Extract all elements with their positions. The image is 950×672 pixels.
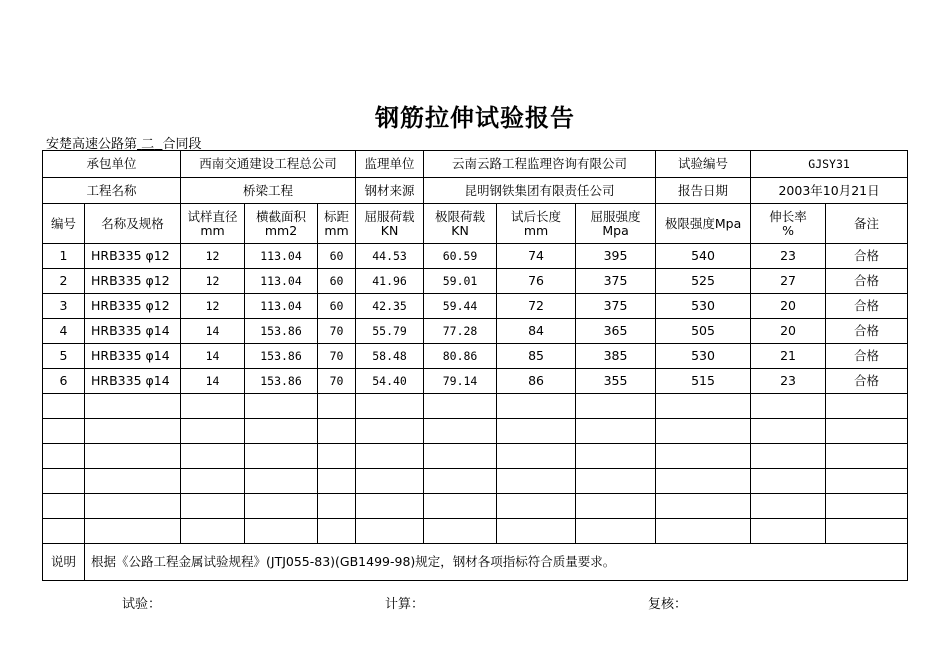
empty-cell: [497, 394, 576, 419]
empty-cell: [656, 444, 751, 469]
empty-row: [43, 394, 908, 419]
table-cell: 60: [318, 294, 356, 319]
empty-cell: [576, 494, 656, 519]
empty-cell: [181, 494, 245, 519]
empty-cell: [43, 519, 85, 544]
empty-cell: [751, 469, 826, 494]
empty-cell: [576, 444, 656, 469]
empty-cell: [656, 394, 751, 419]
table-cell: 3: [43, 294, 85, 319]
table-cell: 540: [656, 244, 751, 269]
data-rows: [43, 244, 908, 544]
table-cell: 113.04: [245, 294, 318, 319]
table-cell: 530: [656, 344, 751, 369]
empty-cell: [356, 469, 424, 494]
table-cell: 2: [43, 269, 85, 294]
empty-cell: [245, 419, 318, 444]
empty-cell: [751, 394, 826, 419]
table-cell: 385: [576, 344, 656, 369]
table-cell: HRB335 φ14: [85, 344, 181, 369]
column-header-label: 名称及规格: [101, 215, 164, 231]
table-cell: 375: [576, 294, 656, 319]
note-label: 说明: [43, 544, 85, 581]
table-cell: 41.96: [356, 269, 424, 294]
table-cell: 72: [497, 294, 576, 319]
note-text: 根据《公路工程金属试验规程》(JTJ055-83)(GB1499-98)规定，钢材各项指标符合质量要求。: [85, 544, 908, 581]
table-cell: 59.01: [424, 269, 497, 294]
section-number: 二: [141, 137, 155, 152]
supervisor-value: 云南云路工程监理咨询有限公司: [424, 151, 656, 178]
empty-cell: [826, 494, 908, 519]
column-header-label: 极限强度Mpa: [664, 215, 742, 231]
empty-cell: [576, 519, 656, 544]
table-cell: 77.28: [424, 319, 497, 344]
footer-calc: 计算：: [385, 597, 425, 612]
table-cell: 515: [656, 369, 751, 394]
table-cell: 合格: [826, 269, 908, 294]
table-cell: 合格: [826, 344, 908, 369]
table-cell: 74: [497, 244, 576, 269]
empty-cell: [656, 519, 751, 544]
column-header-unit: mm: [523, 222, 549, 238]
empty-row: [43, 494, 908, 519]
table-cell: 合格: [826, 319, 908, 344]
empty-cell: [43, 469, 85, 494]
contractor-label: 承包单位: [43, 151, 181, 178]
empty-cell: [356, 444, 424, 469]
column-header-label: 备注: [854, 215, 880, 231]
empty-cell: [245, 494, 318, 519]
date-value: 2003年10月21日: [751, 178, 908, 204]
empty-cell: [424, 444, 497, 469]
column-header-label: 极限荷载: [435, 208, 486, 224]
column-header-label: 伸长率: [769, 208, 807, 224]
section-prefix: 安楚高速公路第: [46, 137, 138, 152]
column-header: [424, 204, 497, 244]
footer-review: 复核：: [648, 597, 688, 612]
table-cell: 70: [318, 344, 356, 369]
table-cell: HRB335 φ12: [85, 294, 181, 319]
table-cell: 12: [181, 269, 245, 294]
table-cell: HRB335 φ12: [85, 244, 181, 269]
empty-row: [43, 419, 908, 444]
empty-cell: [826, 444, 908, 469]
contractor-value: 西南交通建设工程总公司: [181, 151, 356, 178]
column-header: [85, 204, 181, 244]
table-cell: 21: [751, 344, 826, 369]
info-row-1: [43, 151, 908, 178]
empty-cell: [424, 494, 497, 519]
table-cell: 505: [656, 319, 751, 344]
table-cell: 113.04: [245, 244, 318, 269]
empty-cell: [85, 444, 181, 469]
table-cell: 70: [318, 319, 356, 344]
table-cell: 27: [751, 269, 826, 294]
column-header: [356, 204, 424, 244]
empty-cell: [576, 394, 656, 419]
table-cell: 1: [43, 244, 85, 269]
source-value: 昆明钢铁集团有限责任公司: [424, 178, 656, 204]
empty-cell: [424, 519, 497, 544]
empty-cell: [826, 469, 908, 494]
table-cell: 375: [576, 269, 656, 294]
empty-row: [43, 444, 908, 469]
table-cell: 153.86: [245, 369, 318, 394]
empty-cell: [43, 494, 85, 519]
table-cell: 14: [181, 344, 245, 369]
column-header: [751, 204, 826, 244]
empty-cell: [245, 469, 318, 494]
empty-cell: [43, 394, 85, 419]
empty-cell: [43, 444, 85, 469]
empty-cell: [356, 394, 424, 419]
table-cell: 42.35: [356, 294, 424, 319]
empty-cell: [43, 419, 85, 444]
empty-cell: [85, 419, 181, 444]
empty-cell: [181, 444, 245, 469]
report-table: [42, 150, 908, 581]
table-cell: 5: [43, 344, 85, 369]
table-row: [43, 269, 908, 294]
table-cell: 153.86: [245, 319, 318, 344]
column-header: [576, 204, 656, 244]
source-label: 钢材来源: [356, 178, 424, 204]
section-suffix: 合同段: [162, 137, 202, 152]
column-header-label: 试后长度: [511, 208, 562, 224]
test-no-value: GJSY31: [751, 151, 908, 178]
footer-test: 试验：: [122, 597, 162, 612]
table-cell: 86: [497, 369, 576, 394]
column-header: [656, 204, 751, 244]
empty-cell: [245, 519, 318, 544]
date-label: 报告日期: [656, 178, 751, 204]
test-no-label: 试验编号: [656, 151, 751, 178]
empty-cell: [424, 469, 497, 494]
table-cell: 60: [318, 269, 356, 294]
empty-cell: [318, 494, 356, 519]
table-cell: HRB335 φ14: [85, 319, 181, 344]
column-header-unit: Mpa: [602, 222, 629, 238]
empty-cell: [85, 494, 181, 519]
empty-cell: [318, 444, 356, 469]
table-row: [43, 294, 908, 319]
table-cell: 355: [576, 369, 656, 394]
empty-cell: [85, 394, 181, 419]
table-cell: 合格: [826, 244, 908, 269]
empty-cell: [497, 419, 576, 444]
column-header-unit: mm2: [264, 222, 298, 238]
supervisor-label: 监理单位: [356, 151, 424, 178]
empty-cell: [656, 494, 751, 519]
column-header-label: 屈服强度: [590, 208, 641, 224]
table-cell: 59.44: [424, 294, 497, 319]
column-header-unit: KN: [380, 222, 399, 238]
table-cell: 60.59: [424, 244, 497, 269]
column-header-row: [43, 204, 908, 244]
empty-cell: [318, 469, 356, 494]
table-cell: 70: [318, 369, 356, 394]
column-header-unit: mm: [200, 222, 225, 238]
table-cell: 85: [497, 344, 576, 369]
empty-cell: [356, 494, 424, 519]
empty-cell: [826, 519, 908, 544]
note-row: [43, 544, 908, 581]
empty-cell: [826, 394, 908, 419]
empty-cell: [85, 519, 181, 544]
column-header-unit: mm: [324, 222, 349, 238]
empty-cell: [656, 419, 751, 444]
table-cell: 23: [751, 244, 826, 269]
empty-cell: [751, 444, 826, 469]
table-cell: 80.86: [424, 344, 497, 369]
empty-cell: [751, 519, 826, 544]
empty-cell: [497, 469, 576, 494]
report-title: 钢筋拉伸试验报告: [375, 104, 575, 132]
empty-cell: [318, 419, 356, 444]
table-cell: 395: [576, 244, 656, 269]
empty-cell: [576, 469, 656, 494]
empty-cell: [424, 419, 497, 444]
table-cell: 44.53: [356, 244, 424, 269]
table-cell: 合格: [826, 369, 908, 394]
empty-cell: [181, 394, 245, 419]
table-cell: 14: [181, 319, 245, 344]
info-row-2: [43, 178, 908, 204]
table-row: [43, 244, 908, 269]
project-label: 工程名称: [43, 178, 181, 204]
table-cell: 54.40: [356, 369, 424, 394]
table-cell: 58.48: [356, 344, 424, 369]
column-header-label: 横截面积: [256, 208, 307, 224]
empty-cell: [751, 494, 826, 519]
table-cell: 525: [656, 269, 751, 294]
column-header-unit: KN: [451, 222, 469, 238]
project-value: 桥梁工程: [181, 178, 356, 204]
table-cell: 23: [751, 369, 826, 394]
table-cell: 84: [497, 319, 576, 344]
empty-row: [43, 469, 908, 494]
empty-cell: [181, 519, 245, 544]
empty-cell: [497, 494, 576, 519]
table-cell: 14: [181, 369, 245, 394]
table-cell: 79.14: [424, 369, 497, 394]
table-cell: 20: [751, 319, 826, 344]
column-header: [826, 204, 908, 244]
table-row: [43, 344, 908, 369]
table-cell: 12: [181, 294, 245, 319]
column-header: [318, 204, 356, 244]
empty-cell: [356, 519, 424, 544]
empty-cell: [181, 469, 245, 494]
table-row: [43, 319, 908, 344]
empty-cell: [424, 394, 497, 419]
column-header: [181, 204, 245, 244]
column-header: [497, 204, 576, 244]
empty-cell: [181, 419, 245, 444]
column-header: [43, 204, 85, 244]
table-cell: 合格: [826, 294, 908, 319]
column-header-label: 标距: [324, 208, 350, 224]
table-cell: 153.86: [245, 344, 318, 369]
column-header: [245, 204, 318, 244]
empty-cell: [656, 469, 751, 494]
table-cell: 4: [43, 319, 85, 344]
column-header-unit: %: [782, 222, 794, 238]
empty-cell: [576, 419, 656, 444]
table-cell: 6: [43, 369, 85, 394]
column-header-label: 编号: [50, 215, 76, 231]
table-cell: HRB335 φ12: [85, 269, 181, 294]
empty-cell: [356, 419, 424, 444]
table-cell: 20: [751, 294, 826, 319]
table-cell: 76: [497, 269, 576, 294]
empty-cell: [245, 444, 318, 469]
table-cell: 530: [656, 294, 751, 319]
table-cell: 365: [576, 319, 656, 344]
empty-cell: [318, 519, 356, 544]
column-header-label: 试样直径: [187, 208, 238, 224]
empty-cell: [318, 394, 356, 419]
empty-cell: [751, 419, 826, 444]
empty-cell: [497, 519, 576, 544]
table-row: [43, 369, 908, 394]
table-cell: HRB335 φ14: [85, 369, 181, 394]
table-cell: 12: [181, 244, 245, 269]
table-cell: 113.04: [245, 269, 318, 294]
empty-row: [43, 519, 908, 544]
table-cell: 55.79: [356, 319, 424, 344]
empty-cell: [826, 419, 908, 444]
table-cell: 60: [318, 244, 356, 269]
empty-cell: [497, 444, 576, 469]
empty-cell: [85, 469, 181, 494]
column-header-label: 屈服荷载: [364, 208, 415, 224]
empty-cell: [245, 394, 318, 419]
